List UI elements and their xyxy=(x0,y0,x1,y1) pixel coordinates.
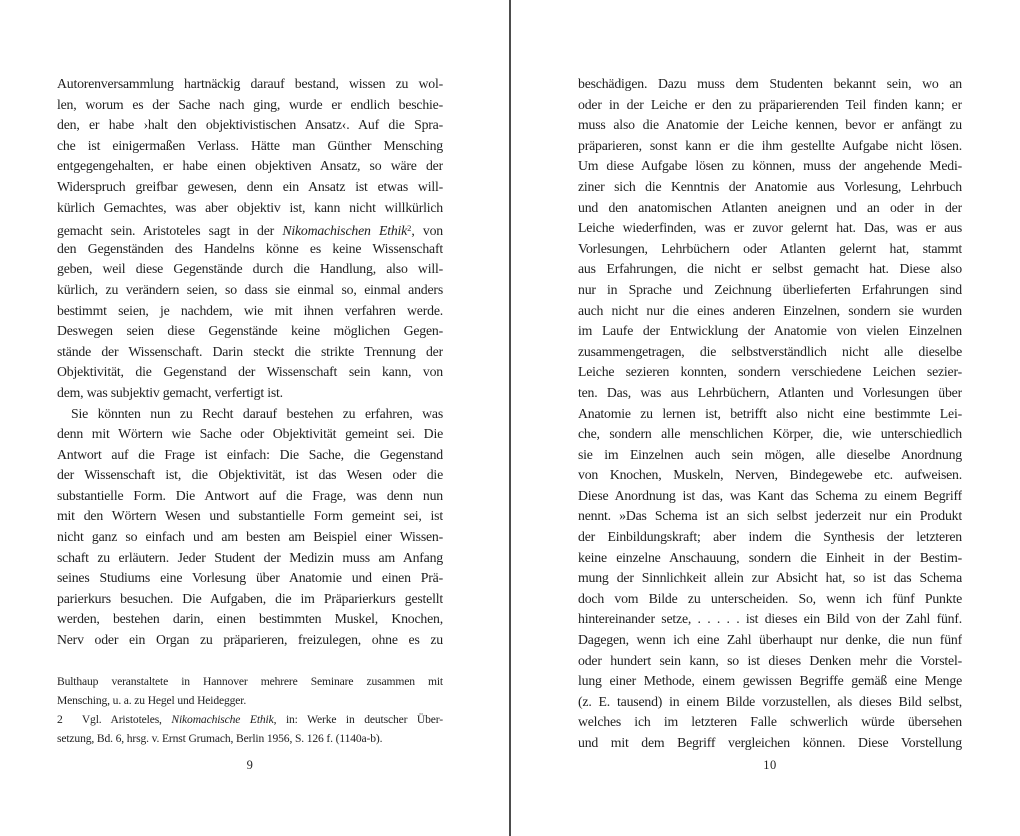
text-line: Leiche wiederfinden, was er zuvor gelernt hat. Das, was er aus xyxy=(578,220,962,236)
text-line: schaft zu erläutern. Jeder Student der Medizin muss am Anfang xyxy=(57,549,443,565)
text-line: der Wissenschaft ist, die Objektivität, ist das Wesen oder die xyxy=(57,467,443,483)
text-line: von Knochen, Muskeln, Nerven, Bindegewebe etc. aufweisen. xyxy=(578,467,962,483)
page-divider xyxy=(509,0,511,836)
text-line: Objektivität, die Gegenstand der Wissenschaft sein kann, von xyxy=(57,364,443,380)
text-line: oder hundert sein kann, so ist dieses Denken mehr die Vorstel- xyxy=(578,652,962,668)
text-line: (z. E. tausend) in einem Bilde vorzustellen, als dieses Bild selbst, xyxy=(578,693,962,709)
text-line: ziner sich die Kenntnis der Anatomie aus Vorlesung, Lehrbuch xyxy=(578,178,962,194)
text-line: Diese Anordnung ist das, was Kant das Schema zu einem Begriff xyxy=(578,487,962,503)
text-line: seines Studiums eine Vorlesung über Anatomie und einen Prä- xyxy=(57,570,443,586)
text-line: Nerv oder ein Organ zu präparieren, freizulegen, ohne es zu xyxy=(57,632,443,648)
text-line: Sie könnten nun zu Recht darauf bestehen zu erfahren, was xyxy=(71,405,443,421)
text-line: che ist einigermaßen Verlass. Hätte man Günther Mensching xyxy=(57,137,443,153)
text-line: und mit dem Begriff vergleichen können. Diese Vorstellung xyxy=(578,735,962,750)
text-line: che, sondern alle menschlichen Körper, die, wie unterschiedlich xyxy=(578,426,962,442)
text-line: der Einbildungskraft; aber indem die Synthesis der letzteren xyxy=(578,529,962,545)
text-line: doch vom Bilde zu unterscheiden. So, wenn ich fünf Punkte xyxy=(578,590,962,606)
text-line: werden, bestehen darin, einen bestimmten Muskel, Knochen, xyxy=(57,611,443,627)
text-line: im Laufe der Entwicklung der Anatomie von vielen Einzelnen xyxy=(578,323,962,339)
text-line: aus Erfahrungen, die nicht er selbst gemacht hat. Diese also xyxy=(578,261,962,277)
text-line: nennt. »Das Schema ist an sich selbst jederzeit nur ein Produkt xyxy=(578,508,962,524)
text-line: Antwort auf die Frage ist einfach: Die Sache, die Gegenstand xyxy=(57,446,443,462)
text-line: muss also die Anatomie der Leiche kennen, bevor er anfängt zu xyxy=(578,117,962,133)
text-line: und den anatomischen Atlanten aneignen und an oder in der xyxy=(578,199,962,215)
text-line: mit den Wörtern Wesen und substantielle Form gemeint sei, ist xyxy=(57,508,443,524)
text-line: 2 Vgl. Aristoteles, Nikomachische Ethik, in: Werke in deutscher Über- xyxy=(57,713,443,726)
text-line: len, worum es der Sache nach ging, wurde er endlich beschie- xyxy=(57,96,443,112)
text-line: Dagegen, wenn ich eine Zahl überhaupt nur denke, die nun fünf xyxy=(578,632,962,648)
text-line: beschädigen. Dazu muss dem Studenten bekannt sein, wo an xyxy=(578,76,962,91)
text-line: Um diese Aufgabe lösen zu können, muss der angehende Medi- xyxy=(578,158,962,174)
text-line: sie im Einzelnen auch sein mögen, alle dieselbe Anordnung xyxy=(578,446,962,462)
text-line: keine einzelne Anschauung, sondern die Einheit in der Bestim- xyxy=(578,549,962,565)
text-line: auch nicht nur die eines anderen Einzelnen, sondern sie wurden xyxy=(578,302,962,318)
text-line: präparieren, sonst kann er die ihm gestellte Aufgabe nicht lösen. xyxy=(578,137,962,153)
right-page-text xyxy=(578,74,962,754)
left-page-text xyxy=(57,74,443,651)
text-line: stände der Wissenschaft. Darin steckt die strikte Trennung der xyxy=(57,343,443,359)
text-line: Anatomie zu lernen ist, betrifft also nicht eine bestimmte Lei- xyxy=(578,405,962,421)
text-line: mung der Sinnlichkeit allein zur Absicht hat, so ist das Schema xyxy=(578,570,962,586)
text-line: parierkurs besuchen. Die Aufgaben, die im Präparierkurs gestellt xyxy=(57,590,443,606)
text-line: Mensching, u. a. zu Hegel und Heidegger. xyxy=(57,694,247,707)
text-line: bestimmt seien, je nachdem, wie mit ihnen verfahren werde. xyxy=(57,302,443,318)
text-line: hintereinander setze, . . . . . ist dieses ein Bild von der Zahl fünf. xyxy=(578,611,962,627)
text-line: oder in der Leiche er den zu präparierenden Teil finden kann; er xyxy=(578,96,962,112)
text-line: ten. Das, was aus Lehrbüchern, Atlanten und Vorlesungen über xyxy=(578,384,962,400)
text-line: setzung, Bd. 6, hrsg. v. Ernst Grumach, Berlin 1956, S. 126 f. (1140a-b). xyxy=(57,732,383,745)
text-line: Leiche sezieren konnten, sondern verschiedene Leichen sezier- xyxy=(578,364,962,380)
text-line: den Gegenständen des Handelns könne es keine Wissenschaft xyxy=(57,240,443,256)
text-line: zusammengetragen, die selbstverständlich nicht alle dieselbe xyxy=(578,343,962,359)
text-line: kürlich, zu verändern seien, so dass sie einmal so, einmal anders xyxy=(57,281,443,297)
text-line: denn mit Wörtern wie Sache oder Objektivität gemeint sei. Die xyxy=(57,426,443,442)
text-line: entgegengehalten, er habe einen objektiven Ansatz, so wäre der xyxy=(57,158,443,174)
text-line: gemacht sein. Aristoteles sagt in der Nikomachischen Ethik$^2$, von xyxy=(57,223,443,239)
text-line: substantielle Form. Die Antwort auf die Frage, was denn nun xyxy=(57,487,443,503)
text-line: lung einer Methode, einem gewissen Begriffe gemäß eine Menge xyxy=(578,673,962,689)
text-line: Bulthaup veranstaltete in Hannover mehrere Seminare zusammen mit xyxy=(57,675,443,688)
text-line: geben, weil diese Gegenstände durch die Handlung, also will- xyxy=(57,261,443,277)
page-number-left: 9 xyxy=(246,758,254,772)
text-line: kürlich Gemachtes, was aber objektiv ist, kann nicht willkürlich xyxy=(57,199,443,215)
text-line: dem, was subjektiv gemacht, verfertigt ist. xyxy=(57,384,283,400)
text-line: Autorenversammlung hartnäckig darauf bestand, wissen zu wol- xyxy=(57,76,443,91)
text-line: Deswegen seien diese Gegenstände keine möglichen Gegen- xyxy=(57,323,443,339)
left-page-footnote xyxy=(57,672,443,748)
text-line: Vorlesungen, Lehrbüchern oder Atlanten gelernt hat, stammt xyxy=(578,240,962,256)
text-line: nicht ganz so einfach und am besten am Beispiel einer Wissen- xyxy=(57,529,443,545)
text-line: welches ich im letzteren Falle schwerlich würde übersehen xyxy=(578,714,962,730)
text-line: Widerspruch greifbar gewesen, denn ein Ansatz ist etwas will- xyxy=(57,178,443,194)
page-number-right: 10 xyxy=(763,758,777,772)
text-line: den, er habe ›halt den objektivistischen Ansatz‹. Auf die Spra- xyxy=(57,117,443,133)
text-line: nur in Sprache und Zeichnung überlieferten Erfahrungen sind xyxy=(578,281,962,297)
